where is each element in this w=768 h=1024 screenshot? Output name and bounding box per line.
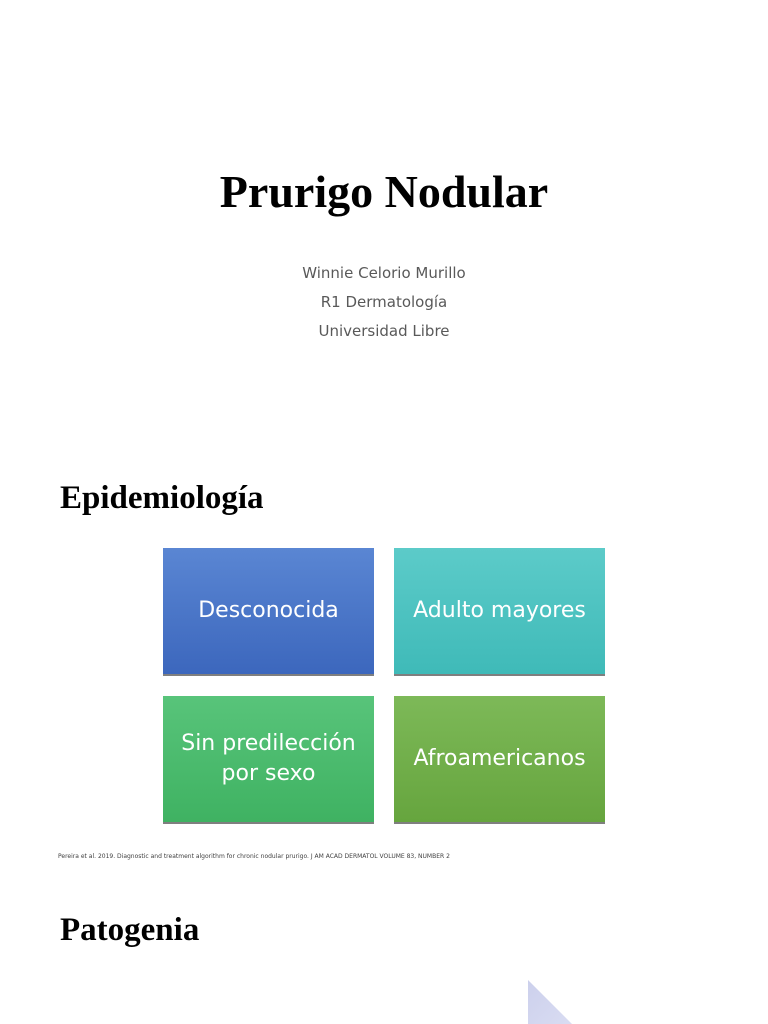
author-institution: Universidad Libre (318, 322, 450, 340)
decorative-triangle (528, 980, 572, 1024)
author-name: Winnie Celorio Murillo (302, 264, 466, 282)
section-heading-pathogenesis: Patogenia (60, 912, 200, 948)
tile-label: Adulto mayores (413, 598, 586, 623)
page-title: Prurigo Nodular (219, 166, 549, 217)
citation: Pereira et al. 2019. Diagnostic and treatment algorithm for chronic nodular prurigo. J AM ACAD DERMATOL VOLUME 83, NUMBER 2 (58, 853, 450, 860)
tile-no-sex-predilection (163, 696, 374, 824)
tile-label: Afroamericanos (413, 746, 586, 771)
tile-label: Desconocida (198, 598, 339, 623)
author-block (0, 259, 768, 346)
tile-label: Sin predilección por sexo (181, 731, 356, 786)
epidemiology-grid (163, 548, 606, 825)
author-role: R1 Dermatología (320, 293, 448, 311)
section-heading-epidemiology: Epidemiología (60, 480, 264, 516)
tile-unknown (163, 548, 374, 676)
tile-older-adults (394, 548, 605, 676)
tile-african-americans (394, 696, 605, 824)
